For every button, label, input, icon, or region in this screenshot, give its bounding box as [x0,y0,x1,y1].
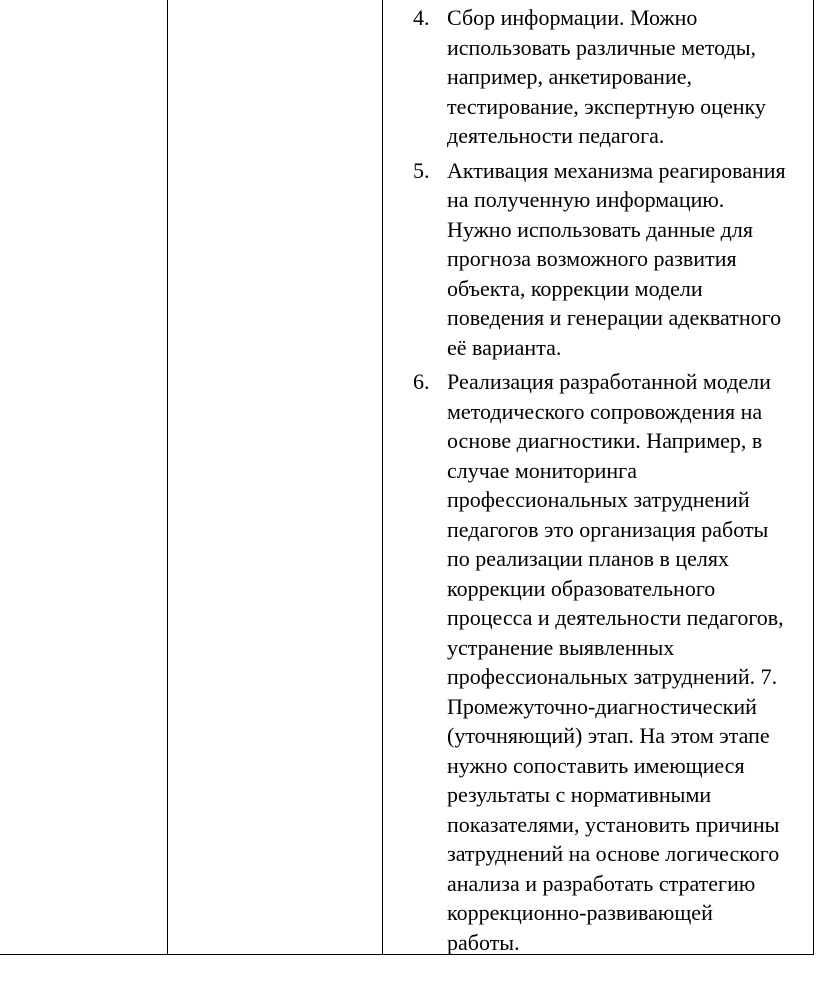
table-cell-content [383,0,813,955]
text-line: на полученную информацию. [447,187,725,212]
text-line: (уточняющий) этап. На этом этапе [447,723,770,748]
text-line: затруднений на основе логического [447,841,780,866]
list-item-number: 5. [413,157,430,183]
text-line: профессиональных затруднений. 7. [447,664,778,689]
numbered-list [383,3,813,962]
text-line: коррекционно-развивающей [447,900,713,925]
text-line: тестирование, экспертную оценку [447,93,766,119]
text-line: методического сопровождения на [447,398,763,424]
text-line: Промежуточно-диагностический [447,693,757,719]
list-item-number: 4. [413,5,430,30]
text-line: коррекции образовательного [447,575,716,601]
list-item-number: 6. [413,369,430,394]
text-line: по реализации планов в целях [447,546,729,571]
text-line: нужно сопоставить имеющиеся [447,752,745,778]
text-line: прогноза возможного развития [447,246,737,271]
list-item [383,367,813,957]
text-line: использовать различные методы, [447,34,756,60]
text-line: например, анкетирование, [447,64,692,89]
list-item-text [447,156,813,363]
table-cell-empty-2 [168,0,382,955]
text-line: поведения и генерации адекватного [447,305,782,330]
text-line: Активация механизма реагирования [447,157,786,183]
text-line: профессиональных затруднений [447,487,750,512]
text-line: основе диагностики. Например, в [447,428,763,453]
text-line: объекта, коррекции модели [447,275,703,301]
text-line: её варианта. [447,334,562,360]
text-line: случае мониторинга [447,457,637,483]
text-line: устранение выявленных [447,634,675,660]
text-line: деятельности педагога. [447,123,665,148]
text-line: показателями, установить причины [447,811,780,837]
table-cell-empty-1 [0,0,167,955]
text-line: результаты с нормативными [447,782,712,807]
text-line: Сбор информации. Можно [447,5,698,30]
text-line: Реализация разработанной модели [447,369,771,394]
list-item-text [447,3,813,151]
list-item [383,3,813,151]
text-line: работы. [447,929,520,955]
text-line: процесса и деятельности педагогов, [447,605,784,630]
text-line: Нужно использовать данные для [447,216,753,242]
text-line: педагогов это организация работы [447,516,769,542]
list-item [383,156,813,363]
text-line: анализа и разработать стратегию [447,870,756,896]
list-item-text [447,367,813,957]
